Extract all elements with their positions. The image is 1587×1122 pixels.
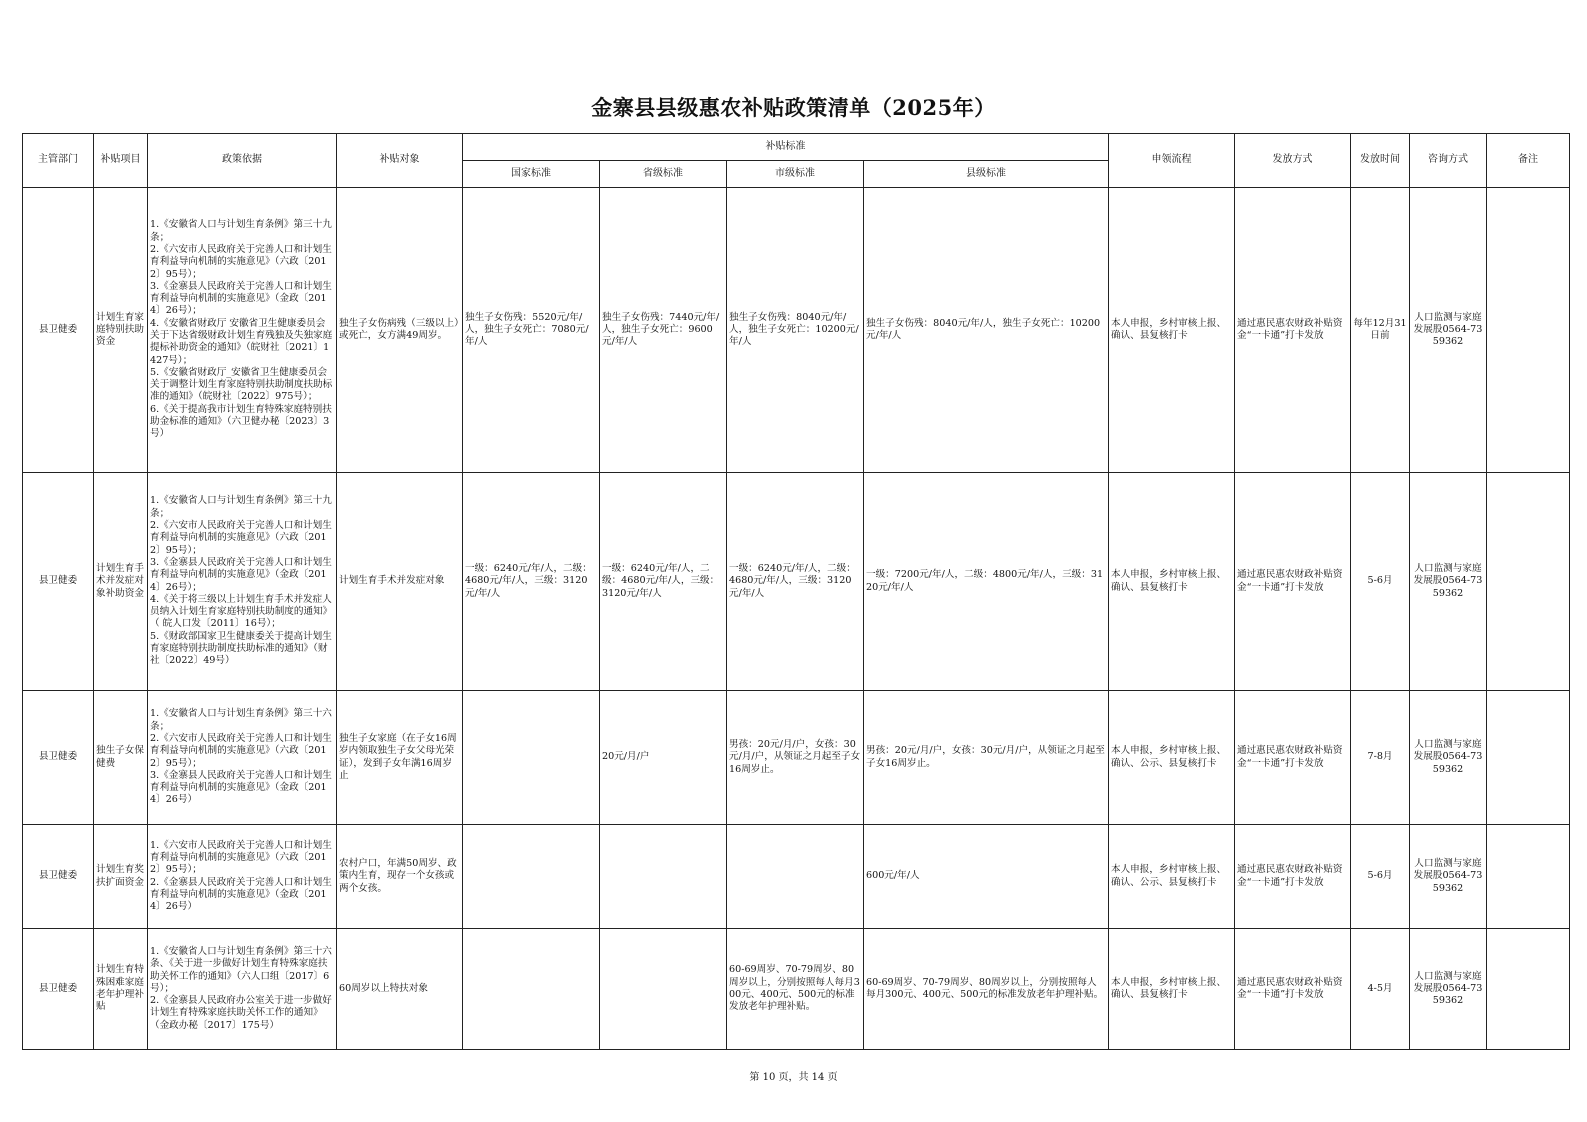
cell-county: 60-69周岁、70-79周岁、80周岁以上，分别按照每人每月300元、400元、500元的标准发放老年护理补贴。 <box>864 929 1109 1050</box>
cell-county: 男孩：20元/月/户，女孩：30元/月/户，从领证之月起至子女16周岁止。 <box>864 691 1109 825</box>
cell-project: 计划生育手术并发症对象补助资金 <box>94 473 148 691</box>
basis-item: 4.《安徽省财政厅 安徽省卫生健康委员会关于下达省级财政计划生育残独及失独家庭提标补助资金的通知》（皖财社〔2021〕1427号）； <box>150 317 333 366</box>
table-body <box>23 188 1570 1050</box>
cell-provincial <box>600 825 727 929</box>
cell-contact: 人口监测与家庭发展股0564-7359362 <box>1410 929 1487 1050</box>
cell-dept: 县卫健委 <box>23 188 94 473</box>
cell-project: 独生子女保健费 <box>94 691 148 825</box>
cell-method: 通过惠民惠农财政补贴资金“一卡通”打卡发放 <box>1235 825 1351 929</box>
policy-table <box>22 133 1570 1050</box>
header-process: 申领流程 <box>1109 134 1235 188</box>
cell-time: 5-6月 <box>1351 825 1410 929</box>
cell-target: 60周岁以上特扶对象 <box>337 929 463 1050</box>
cell-method: 通过惠民惠农财政补贴资金“一卡通”打卡发放 <box>1235 188 1351 473</box>
cell-target: 独生子女伤病残（三级以上）或死亡，女方满49周岁。 <box>337 188 463 473</box>
table-header <box>23 134 1570 188</box>
cell-process: 本人申报，乡村审核上报、确认、县复核打卡 <box>1109 473 1235 691</box>
cell-dept: 县卫健委 <box>23 691 94 825</box>
basis-item: 2.《六安市人民政府关于完善人口和计划生育利益导向机制的实施意见》（六政〔2012〕95号）； <box>150 243 332 280</box>
cell-provincial: 一级：6240元/年/人，二级：4680元/年/人，三级：3120元/年/人 <box>600 473 727 691</box>
header-project: 补贴项目 <box>94 134 148 188</box>
cell-process: 本人申报，乡村审核上报、确认、公示、县复核打卡 <box>1109 691 1235 825</box>
basis-item: 3.《金寨县人民政府关于完善人口和计划生育利益导向机制的实施意见》（金政〔2014〕26号）； <box>150 556 332 593</box>
cell-time: 4-5月 <box>1351 929 1410 1050</box>
cell-county: 独生子女伤残：8040元/年/人，独生子女死亡：10200元/年/人 <box>864 188 1109 473</box>
table-row <box>23 188 1570 473</box>
header-remark: 备注 <box>1487 134 1570 188</box>
header-basis: 政策依据 <box>148 134 337 188</box>
basis-item: 6.《关于提高我市计划生育特殊家庭特别扶助金标准的通知》（六卫健办秘〔2023〕3号） <box>150 403 332 440</box>
basis-item: 2.《金寨县人民政府关于完善人口和计划生育利益导向机制的实施意见》（金政〔2014〕26号） <box>150 876 332 913</box>
cell-remark <box>1487 188 1570 473</box>
basis-item: 3.《金寨县人民政府关于完善人口和计划生育利益导向机制的实施意见》（金政〔2014〕26号） <box>150 769 332 806</box>
cell-basis <box>148 188 337 473</box>
cell-target: 计划生育手术并发症对象 <box>337 473 463 691</box>
cell-project: 计划生育家庭特别扶助资金 <box>94 188 148 473</box>
cell-target: 农村户口，年满50周岁、政策内生育，现存一个女孩或两个女孩。 <box>337 825 463 929</box>
cell-project: 计划生育奖扶扩面资金 <box>94 825 148 929</box>
cell-municipal: 男孩：20元/月/户，女孩：30元/月/户，从领证之月起至子女16周岁止。 <box>727 691 864 825</box>
cell-method: 通过惠民惠农财政补贴资金“一卡通”打卡发放 <box>1235 929 1351 1050</box>
cell-provincial <box>600 929 727 1050</box>
cell-method: 通过惠民惠农财政补贴资金“一卡通”打卡发放 <box>1235 473 1351 691</box>
cell-process: 本人申报，乡村审核上报、确认、公示、县复核打卡 <box>1109 825 1235 929</box>
cell-remark <box>1487 929 1570 1050</box>
basis-item: 2.《六安市人民政府关于完善人口和计划生育利益导向机制的实施意见》（六政〔2012〕95号）； <box>150 732 332 769</box>
cell-municipal: 60-69周岁、70-79周岁、80周岁以上，分别按照每人每月300元、400元、500元的标准发放老年护理补贴。 <box>727 929 864 1050</box>
basis-item: 2.《金寨县人民政府办公室关于进一步做好计划生育特殊家庭扶助关怀工作的通知》（金政办秘〔2017〕175号） <box>150 995 332 1031</box>
cell-target: 独生子女家庭（在子女16周岁内领取独生子女父母光荣证），发到子女年满16周岁止 <box>337 691 463 825</box>
cell-national: 独生子女伤残：5520元/年/人，独生子女死亡：7080元/年/人 <box>463 188 600 473</box>
table-row <box>23 825 1570 929</box>
cell-contact: 人口监测与家庭发展股0564-7359362 <box>1410 825 1487 929</box>
basis-item: 5.《安徽省财政厅_安徽省卫生健康委员会关于调整计划生育家庭特别扶助制度扶助标准的通知》（皖财社〔2022〕975号）； <box>150 366 333 403</box>
table-row <box>23 473 1570 691</box>
cell-remark <box>1487 825 1570 929</box>
basis-item: 1.《六安市人民政府关于完善人口和计划生育利益导向机制的实施意见》（六政〔2012〕95号）； <box>150 839 332 876</box>
cell-process: 本人申报，乡村审核上报、确认、县复核打卡 <box>1109 188 1235 473</box>
header-national: 国家标准 <box>463 161 600 188</box>
cell-national <box>463 825 600 929</box>
cell-national: 一级：6240元/年/人，二级：4680元/年/人，三级：3120元/年/人 <box>463 473 600 691</box>
cell-basis <box>148 473 337 691</box>
cell-project: 计划生育特殊困难家庭老年护理补贴 <box>94 929 148 1050</box>
header-county: 县级标准 <box>864 161 1109 188</box>
header-standard-group: 补贴标准 <box>463 134 1109 161</box>
basis-item: 1.《安徽省人口与计划生育条例》第三十九条； <box>150 219 332 243</box>
cell-municipal: 一级：6240元/年/人，二级：4680元/年/人，三级：3120元/年/人 <box>727 473 864 691</box>
cell-basis <box>148 691 337 825</box>
header-provincial: 省级标准 <box>600 161 727 188</box>
cell-method: 通过惠民惠农财政补贴资金“一卡通”打卡发放 <box>1235 691 1351 825</box>
header-dept: 主管部门 <box>23 134 94 188</box>
cell-basis <box>148 825 337 929</box>
cell-remark <box>1487 473 1570 691</box>
header-municipal: 市级标准 <box>727 161 864 188</box>
cell-dept: 县卫健委 <box>23 473 94 691</box>
cell-time: 7-8月 <box>1351 691 1410 825</box>
basis-item: 1.《安徽省人口与计划生育条例》第三十六条； <box>150 708 332 732</box>
cell-national <box>463 691 600 825</box>
header-contact: 咨询方式 <box>1410 134 1487 188</box>
basis-item: 4.《关于将三级以上计划生育手术并发症人员纳入计划生育家庭特别扶助制度的通知》（ 皖人口发〔2011〕16号）； <box>150 593 333 630</box>
header-method: 发放方式 <box>1235 134 1351 188</box>
basis-item: 1.《安徽省人口与计划生育条例》第三十九条； <box>150 495 332 519</box>
cell-contact: 人口监测与家庭发展股0564-7359362 <box>1410 473 1487 691</box>
cell-provincial: 独生子女伤残：7440元/年/人，独生子女死亡：9600元/年/人 <box>600 188 727 473</box>
cell-remark <box>1487 691 1570 825</box>
table-row <box>23 929 1570 1050</box>
cell-county: 600元/年/人 <box>864 825 1109 929</box>
cell-process: 本人申报，乡村审核上报、确认、县复核打卡 <box>1109 929 1235 1050</box>
header-target: 补贴对象 <box>337 134 463 188</box>
cell-county: 一级：7200元/年/人，二级：4800元/年/人，三级：3120元/年/人 <box>864 473 1109 691</box>
basis-item: 2.《六安市人民政府关于完善人口和计划生育利益导向机制的实施意见》（六政〔2012〕95号）； <box>150 520 332 556</box>
cell-contact: 人口监测与家庭发展股0564-7359362 <box>1410 691 1487 825</box>
cell-dept: 县卫健委 <box>23 929 94 1050</box>
header-time: 发放时间 <box>1351 134 1410 188</box>
cell-basis <box>148 929 337 1050</box>
table-row <box>23 691 1570 825</box>
basis-item: 1.《安徽省人口与计划生育条例》第三十六条、《关于进一步做好计划生育特殊家庭扶助关怀工作的通知》（六人口组〔2017〕6号）； <box>150 945 332 994</box>
basis-item: 3.《金寨县人民政府关于完善人口和计划生育利益导向机制的实施意见》（金政〔2014〕26号）； <box>150 280 332 317</box>
page-footer: 第 10 页，共 14 页 <box>749 1072 838 1083</box>
page-title: 金寨县县级惠农补贴政策清单（2025年） <box>591 95 996 120</box>
cell-provincial: 20元/月/户 <box>600 691 727 825</box>
cell-national <box>463 929 600 1050</box>
cell-contact: 人口监测与家庭发展股0564-7359362 <box>1410 188 1487 473</box>
cell-municipal <box>727 825 864 929</box>
cell-time: 每年12月31日前 <box>1351 188 1410 473</box>
basis-item: 5.《财政部国家卫生健康委关于提高计划生育家庭特别扶助制度扶助标准的通知》（财社〔2022〕49号） <box>150 630 332 667</box>
cell-municipal: 独生子女伤残：8040元/年/人，独生子女死亡：10200元/年/人 <box>727 188 864 473</box>
cell-dept: 县卫健委 <box>23 825 94 929</box>
cell-time: 5-6月 <box>1351 473 1410 691</box>
